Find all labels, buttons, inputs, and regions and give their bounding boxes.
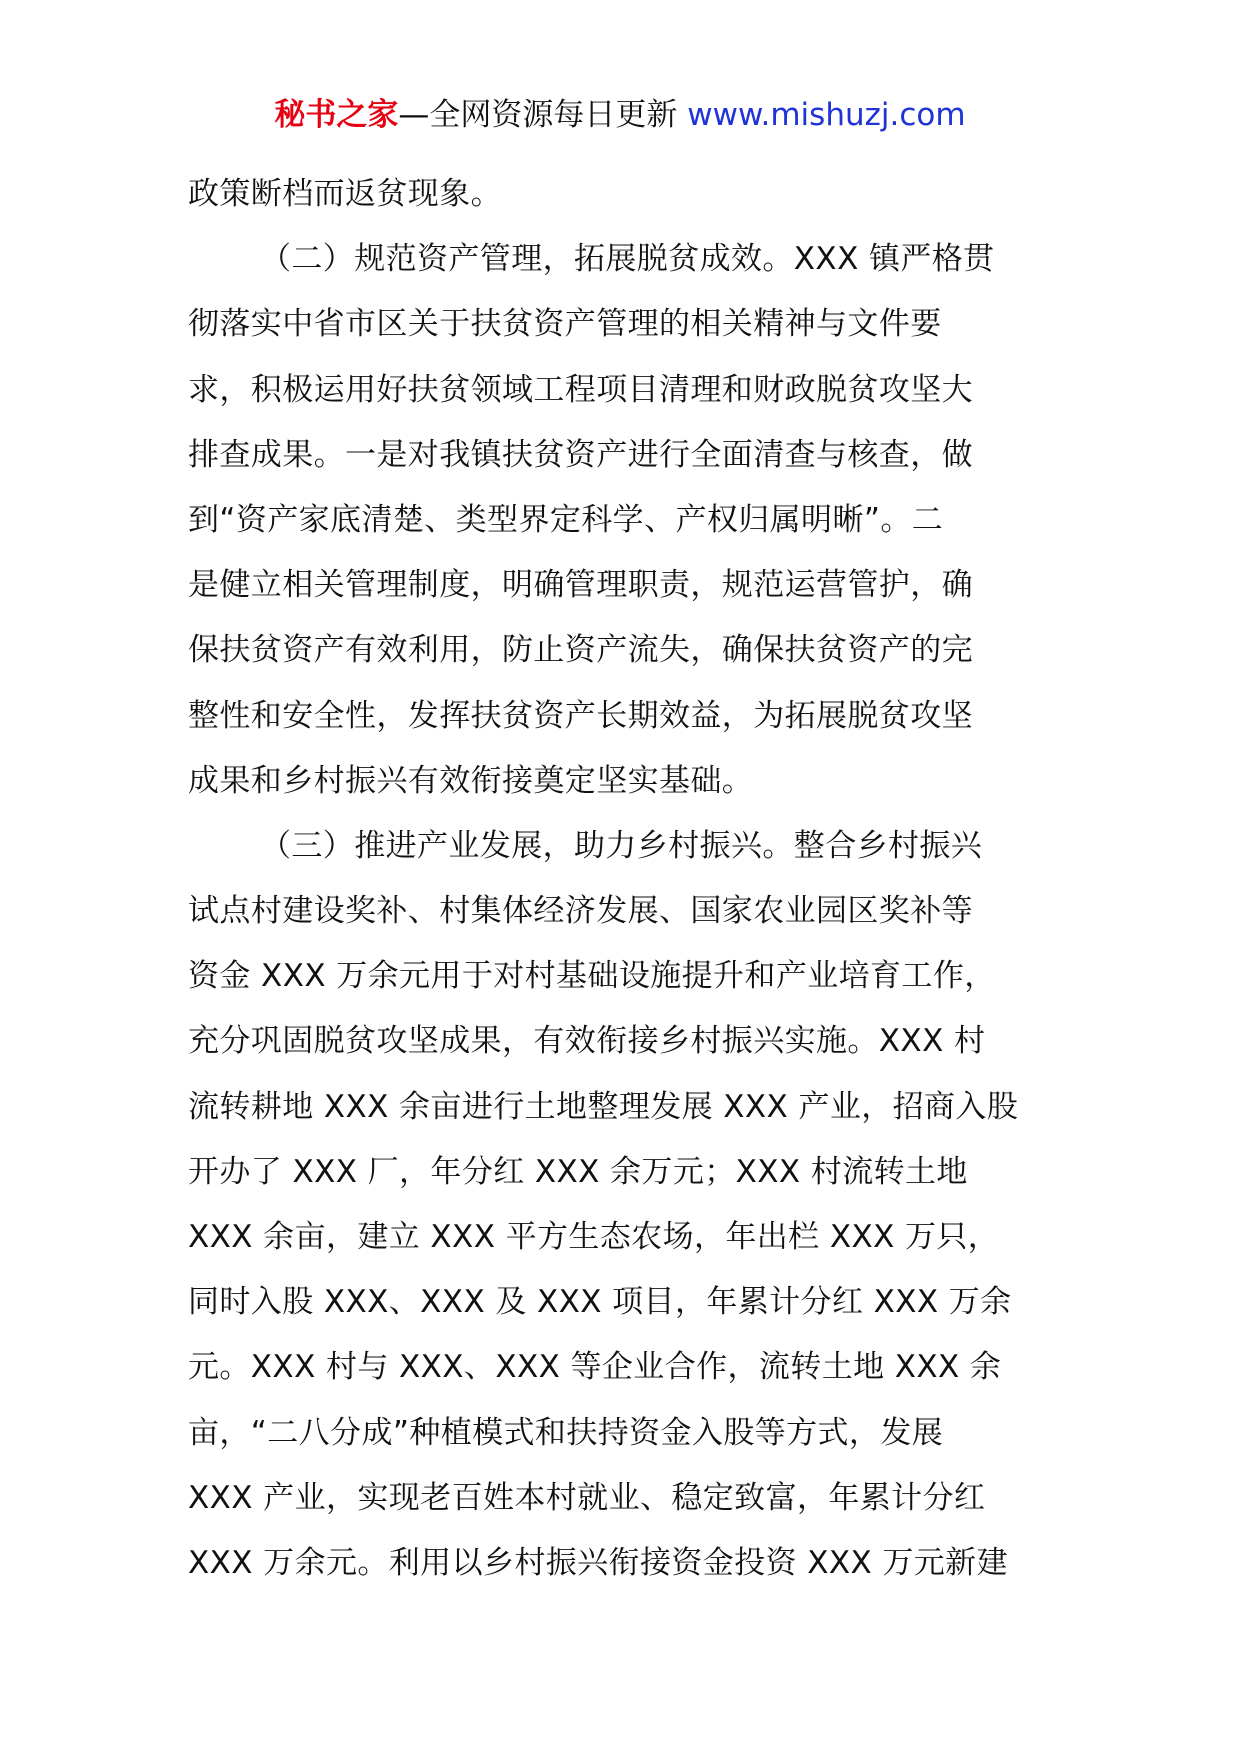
site-url-link[interactable]: www.mishuzj.com [687,97,966,133]
text-line: 元。XXX 村与 XXX、XXX 等企业合作，流转土地 XXX 余 [188,1349,1002,1386]
text-line: 同时入股 XXX、XXX 及 XXX 项目，年累计分红 XXX 万余 [188,1284,1012,1321]
text-line: 成果和乡村振兴有效衔接奠定坚实基础。 [188,762,754,799]
text-line: 到“资产家底清楚、类型界定科学、产权归属明晰”。二 [188,501,944,538]
text-line: 保扶贫资产有效利用，防止资产流失，确保扶贫资产的完 [188,632,973,669]
text-line: 整性和安全性，发挥扶贫资产长期效益，为拓展脱贫攻坚 [188,697,973,734]
site-header [0,95,1240,135]
text-line: 资金 XXX 万余元用于对村基础设施提升和产业培育工作， [188,958,996,995]
text-line: 求，积极运用好扶贫领域工程项目清理和财政脱贫攻坚大 [188,371,973,408]
text-line: 试点村建设奖补、村集体经济发展、国家农业园区奖补等 [188,893,973,930]
text-line: 彻落实中省市区关于扶贫资产管理的相关精神与文件要 [188,306,942,343]
text-line: 政策断档而返贫现象。 [188,176,502,212]
text-line: XXX 余亩，建立 XXX 平方生态农场，年出栏 XXX 万只， [188,1219,1000,1255]
text-line: 排查成果。一是对我镇扶贫资产进行全面清查与核查，做 [188,436,973,473]
section-heading-line: （二）规范资产管理，拓展脱贫成效。XXX 镇严格贯 [260,241,995,278]
section-heading-line: （三）推进产业发展，助力乡村振兴。整合乡村振兴 [260,827,983,864]
document-body [188,162,1058,1596]
site-brand: 秘书之家 [274,97,399,133]
text-line: XXX 万余元。利用以乡村振兴衔接资金投资 XXX 万元新建 [188,1544,1008,1581]
text-line: 充分巩固脱贫攻坚成果，有效衔接乡村振兴实施。XXX 村 [188,1023,986,1060]
text-line: 亩，“二八分成”种植模式和扶持资金入股等方式，发展 [188,1414,944,1451]
text-line: XXX 产业，实现老百姓本村就业、稳定致富，年累计分红 [188,1479,986,1516]
text-line: 是健立相关管理制度，明确管理职责，规范运营管护，确 [188,567,973,604]
site-slogan: —全网资源每日更新 [398,97,688,133]
text-line: 开办了 XXX 厂，年分红 XXX 余万元；XXX 村流转土地 [188,1153,968,1190]
text-line: 流转耕地 XXX 余亩进行土地整理发展 XXX 产业，招商入股 [188,1088,1019,1125]
